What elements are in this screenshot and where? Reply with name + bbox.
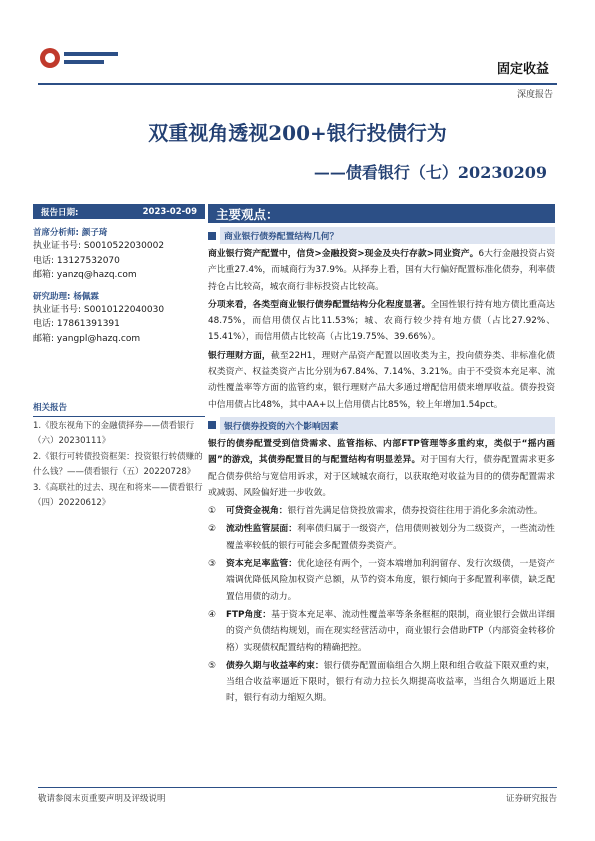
paragraph-wealth-mgmt: 银行理财方面，截至22H1，理财产品资产配置以固收类为主，投向债券类、非标准化债权类资产、权益类资产占比分别为67.84%、7.14%、3.21%。由于不受资本充足率、流动性覆盖率等方面的监管约束，银行理财产品大多通过增配信用债来增厚收益。债券投资中信用债占比48%，其中AA+以上信用债占比85%，较上年增加1.54pct。: [208, 350, 555, 410]
assistant-email[interactable]: 邮箱: yangpl@hazq.com: [33, 333, 141, 344]
key-points-heading: 主要观点：: [208, 204, 555, 223]
paragraph-constraints: 银行的债券配置受到信贷需求、监管指标、内部FTP管理等多重约束，类似于“摇内画圆”的游戏，其债券配置目的与配置结构有明显差异。对于国有大行，债券配置需求更多配合债券供给与宽信用诉求，对于区域城农商行，以获取绝对收益为目的的债券配置需求或减弱、风险偏好进一步收敛。: [208, 438, 555, 498]
section-heading-allocation: 商业银行债券配置结构几何？: [208, 227, 555, 244]
assistant-role: 研究助理:: [33, 291, 71, 302]
footer-disclaimer: 敬请参阅末页重要声明及评级说明: [38, 794, 166, 804]
assistant-cert: 执业证书号: S0010122040030: [33, 304, 165, 315]
report-category: 固定收益: [496, 62, 549, 77]
list-item: ② 流动性监管层面：利率债归属于一级资产，信用债则被划分为二级资产，一些流动性覆盖率较低的银行可能会多配置债券类资产。: [208, 524, 555, 551]
list-item: ④ FTP角度：基于资本充足率、流动性覆盖率等条条框框的限制，商业银行会做出详细的资产负债结构规划，而在现实经营活动中，商业银行会借助FTP（内部资金转移价格）实现债权配置结构的精确把控。: [208, 609, 555, 653]
hazq-logo: [38, 46, 122, 70]
report-date-label: 报告日期:: [41, 207, 79, 218]
analyst-cert: 执业证书号: S0010522030002: [33, 241, 165, 251]
paragraph-bond-structure: 分项来看，各类型商业银行债券配置结构分化程度显著。全国性银行持有地方债比重高达48.75%，而信用债仅占比11.53%；城、农商行较少持有地方债（占比27.92%、15.41%），而信用债占比较高（占比19.75%、39.66%）。: [208, 299, 555, 343]
report-date-bar: [33, 204, 205, 219]
section-marker-icon: [208, 421, 216, 429]
assistant-name: 杨佩霖: [73, 291, 99, 302]
report-title: 双重视角透视200+银行投债行为: [148, 121, 447, 145]
header-divider: [38, 83, 557, 85]
footer-divider: [38, 787, 557, 788]
report-date-value: 2023-02-09: [142, 206, 197, 217]
analyst-role: 首席分析师:: [33, 228, 79, 238]
list-item: ③ 资本充足率监管：优化途径有两个，一资本端增加利润留存、发行次级债，一是资产端调优降低风险加权资产总额，从节约资本角度，银行倾向于多配置利率债，缺乏配置信用债的动力。: [208, 559, 555, 602]
report-subtitle: ——债看银行（七）20230209: [313, 163, 547, 182]
related-report-1[interactable]: 1.《股东视角下的金融债择券——债看银行（六）20230111》: [33, 421, 195, 446]
main-content: [208, 204, 555, 707]
paragraph-asset-allocation: 商业银行资产配置中，信贷>金融投资>现金及央行存款>同业资产。6大行金融投资占资产比重27.4%，而城商行为37.9%。从择券上看，国有大行偏好配置标准化债券，利率债持仓占比较高，城农商行非标投资占比较高。: [208, 249, 555, 292]
related-report-2[interactable]: 2.《银行可转债投资框架：投资银行转债赚的什么钱？——债看银行（五）20220728》: [33, 452, 203, 477]
list-item: ⑤ 债券久期与收益率约束：银行债券配置面临组合久期上限和组合收益下限双重约束，当组合收益率逼近下限时，银行有动力拉长久期提高收益率，当组合久期逼近上限时，银行有动力缩短久期。: [208, 660, 555, 704]
related-reports-heading: 相关报告: [33, 401, 205, 417]
analyst-name: 颜子琦: [81, 228, 108, 238]
section-heading-factors: 银行债券投资的六个影响因素: [208, 417, 555, 434]
analyst-email[interactable]: 邮箱: yanzq@hazq.com: [33, 270, 137, 280]
left-sidebar: [33, 204, 205, 510]
section-marker-icon: [208, 232, 216, 240]
assistant-phone: 电话: 17861391391: [33, 319, 120, 329]
list-item: ① 可贷资金视角：银行首先满足信贷投放需求，债券投资往往用于消化多余流动性。: [208, 506, 543, 517]
analyst-heading: [33, 226, 205, 238]
related-report-3[interactable]: 3.《高联社的过去、现在和将来——债看银行（四）20220612》: [33, 483, 203, 508]
analyst-phone: 电话: 13127532070: [33, 255, 120, 266]
report-type: 深度报告: [516, 90, 553, 100]
assistant-heading: [33, 290, 205, 302]
footer-report-type: 证券研究报告: [505, 794, 557, 804]
